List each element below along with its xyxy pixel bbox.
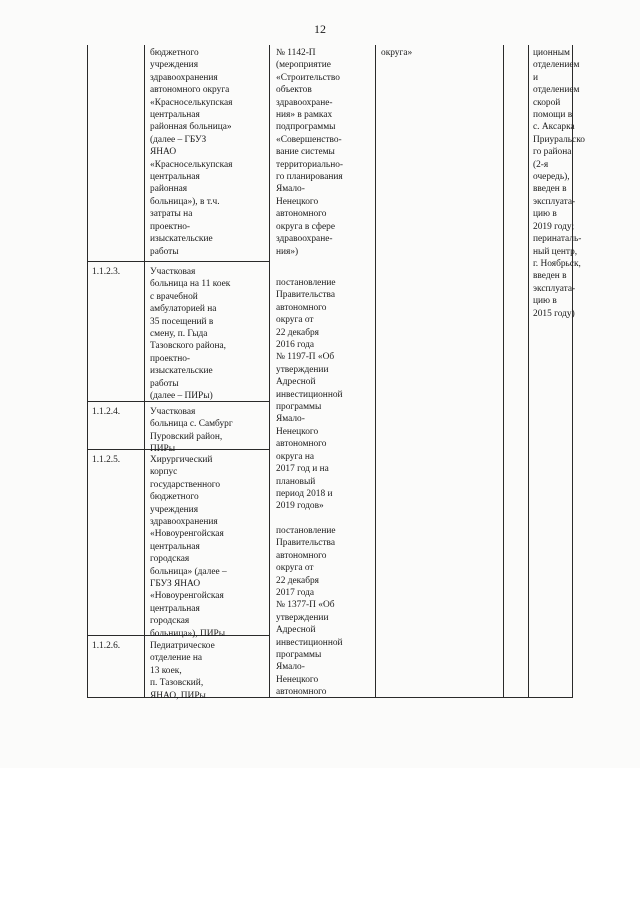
column-divider: [375, 45, 376, 698]
row-name: Хирургический корпус государственного бюджетного учреждения здравоохранения «Новоуренгойская центральная городская больница» (далее – ГБУЗ ЯНАО «Новоуренгойская центральная городская больница»), ПИРы: [150, 455, 227, 639]
column-divider: [528, 45, 529, 698]
legal-basis-text: № 1142-П (мероприятие «Строительство объектов здравоохране- ния» в рамках подпрограммы «Совершенство- вание системы территориально- го планирования Ямало- Ненецкого автономного округа в сфере здравоохране- ния»): [276, 48, 344, 257]
program-table: [87, 45, 585, 701]
legal-basis-text: постановление Правительства автономного округа от 22 декабря 2017 года № 1377-П «Об утверждении Адресной инвестиционной программы Ямало- Ненецкого автономного: [276, 526, 343, 698]
row-number: 1.1.2.3.: [92, 267, 121, 277]
row-number: 1.1.2.4.: [92, 407, 121, 417]
row-number: 1.1.2.5.: [92, 455, 121, 465]
column-divider: [503, 45, 504, 698]
row-name: Участковая больница с. Самбург Пуровский район, ПИРы: [150, 407, 233, 455]
column-divider: [269, 45, 270, 698]
legal-basis-text: постановление Правительства автономного округа от 22 декабря 2016 года № 1197-П «Об утверждении Адресной инвестиционной программы Ямало- Ненецкого автономного округа на 2017 год и на плановый период 2018 и 2019 годов»: [276, 278, 343, 512]
page-number: 12: [314, 22, 326, 36]
row-name: Участковая больница на 11 коек с врачебной амбулаторией на 35 посещений в смену, п. Гыда Тазовского района, проектно- изыскательские работы (далее – ПИРы): [150, 267, 231, 402]
row-name: Педиатрическое отделение на 13 коек, п. Тазовский, ЯНАО, ПИРы: [150, 641, 215, 701]
row-divider: [87, 261, 269, 262]
row-number: 1.1.2.6.: [92, 641, 121, 651]
column-divider: [144, 45, 145, 698]
result-text: ционным отделением и отделением скорой помощи в с. Аксарка Приуральско го района (2-я очередь), введен в эксплуата- цию в 2019 году; перинаталь- ный центр, г. Ноябрьск, введен в эксплуата- цию в 2015 году): [533, 48, 585, 319]
region-text: округа»: [381, 48, 413, 58]
row-name: бюджетного учреждения здравоохранения автономного округа «Красноселькупская центральная районная больница» (далее – ГБУЗ ЯНАО «Красноселькупская центральная районная больница»), в т.ч. затраты на проектно- изыскательские работы: [150, 48, 233, 257]
table-border-left: [87, 45, 88, 698]
